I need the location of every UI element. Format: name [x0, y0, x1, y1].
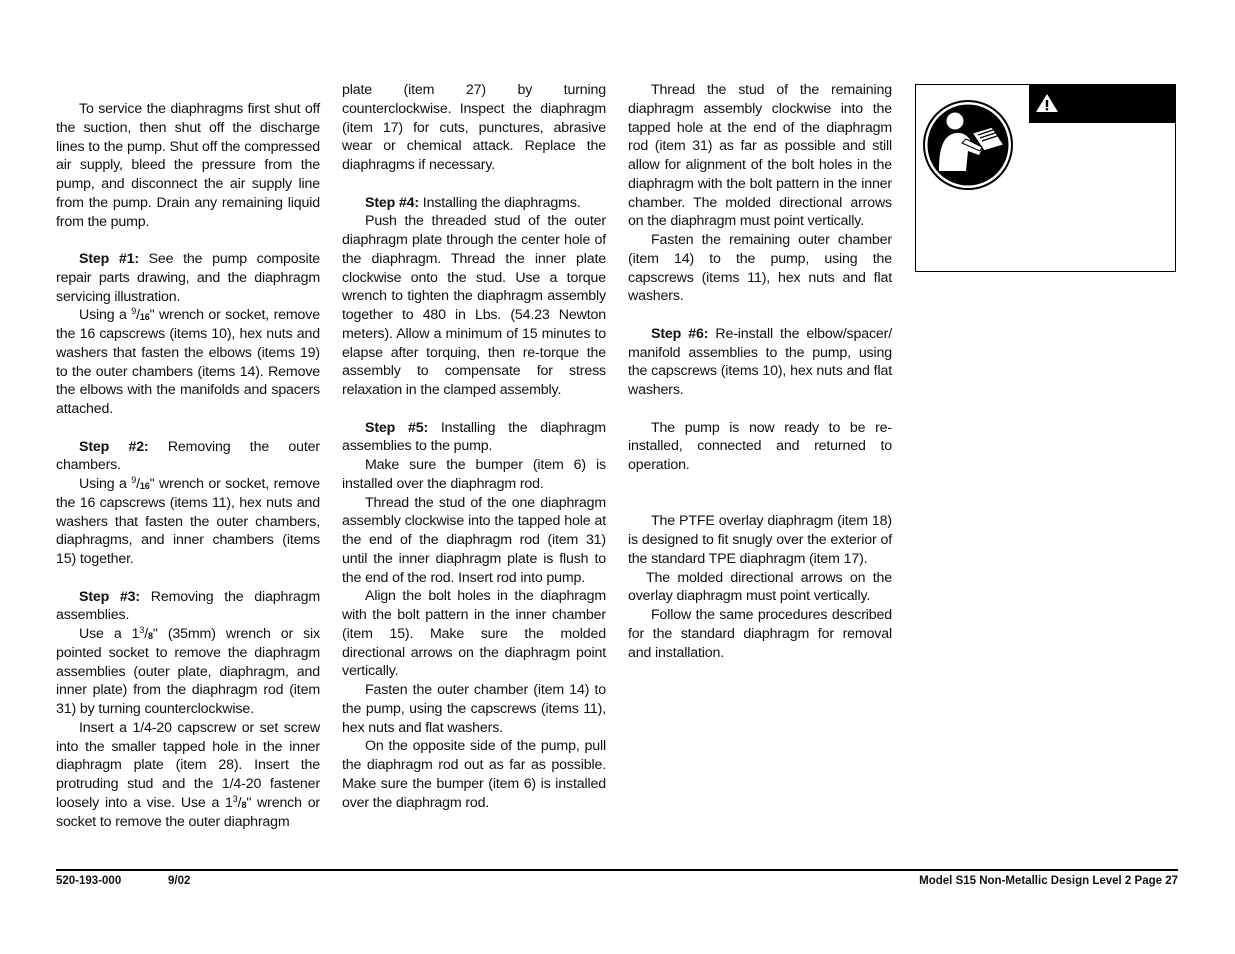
ready-paragraph: The pump is now ready to be re-installed, connected and returned to operation.: [628, 419, 892, 473]
page-label: Model S15 Non-Metallic Design Level 2 Page 27: [919, 875, 1178, 887]
step-3-detail: Use a $1^3/_8$" (35mm) wrench or six pointed socket to remove the diaphragm assemblies (outer plate, diaphragm, and inner plate) from the diaphragm rod (item 31) by turning counterclockwise.: [56, 625, 320, 717]
warning-box: [915, 84, 1176, 272]
step-2-detail: Using a $^9/_{16}$" wrench or socket, remove the 16 capscrews (items 11), hex nuts and washers that fasten the outer chambers, diaphragms, and inner chambers (items 15) together.: [56, 475, 320, 567]
doc-date: 9/02: [168, 875, 191, 887]
step-6-paragraph: Step #6: Re-install the elbow/spacer/ manifold assemblies to the pump, using the capscrews (items 10), hex nuts and flat washers.: [628, 325, 892, 398]
step-5-detail-4: Fasten the outer chamber (item 14) to the pump, using the capscrews (items 11), hex nuts and flat washers.: [342, 682, 606, 736]
step-5-continued-2: Fasten the remaining outer chamber (item 14) to the pump, using the capscrews (items 11), hex nuts and flat washers.: [628, 232, 892, 305]
step-4-paragraph: Step #4: Installing the diaphragms.: [365, 194, 581, 211]
step-2-paragraph: Step #2: Removing the outer chambers.: [56, 438, 320, 474]
step-5-paragraph: Step #5: Installing the diaphragm assemblies to the pump.: [342, 419, 606, 455]
step-2-label: Step #2:: [79, 438, 149, 455]
step-4-label: Step #4:: [365, 194, 419, 211]
column-2: [342, 81, 606, 812]
column-3: [628, 81, 892, 662]
intro-paragraph: To service the diaphragms first shut off the suction, then shut off the discharge lines to the pump. Shut off the compressed air supply, bleed the pressure from the pump, and disconnect the air supply line from the pump. Drain any remaining liquid from the pump.: [56, 101, 320, 230]
column-1: [56, 100, 320, 831]
step-3-detail-2: Insert a 1/4-20 capscrew or set screw into the smaller tapped hole in the inner diaphragm plate (item 28). Insert the protruding stud and the 1/4-20 fastener loosely into a vise. Use a $1^3/_8$" wrench or socket to remove the outer diaphragm: [56, 719, 321, 830]
step-1-label: Step #1:: [79, 251, 139, 267]
step-5-detail-1: Make sure the bumper (item 6) is installed over the diaphragm rod.: [342, 457, 606, 492]
footer-rule: [56, 869, 1178, 871]
step-5-detail-2: Thread the stud of the one diaphragm assembly clockwise into the tapped hole at the end of the diaphragm rod (item 31) until the inner diaphragm plate is flush to the end of the rod. Insert rod into pump.: [342, 494, 606, 586]
step-1-paragraph: Step #1: See the pump composite repair parts drawing, and the diaphragm servicing illustration.: [56, 251, 320, 305]
step-3-label: Step #3:: [79, 588, 140, 605]
read-manual-icon: [922, 99, 1014, 191]
overlay-arrows-paragraph: The molded directional arrows on the overlay diaphragm must point vertically.: [628, 569, 892, 605]
step-3-paragraph: Step #3: Removing the diaphragm assemblies.: [56, 588, 320, 624]
warning-triangle-icon: [1035, 93, 1059, 113]
warning-header-bar: [1029, 85, 1175, 123]
step-5-continued-1: Thread the stud of the remaining diaphragm assembly clockwise into the tapped hole at the end of the diaphragm rod (item 31) as far as possible and still allow for alignment of the bolt holes in the diaphragm with the bolt pattern in the inner chamber. The molded directional arrows on the diaphragm must point vertically.: [628, 82, 892, 230]
step-6-label: Step #6:: [651, 325, 709, 342]
step-1-detail: Using a $^9/_{16}$" wrench or socket, remove the 16 capscrews (items 10), hex nuts and washers that fasten the elbows (items 19) to the outer chambers (items 14). Remove the elbows with the manifolds and spacers attached.: [56, 306, 320, 417]
step-5-detail-5: On the opposite side of the pump, pull the diaphragm rod out as far as possible. Make sure the bumper (item 6) is installed over the diaphragm rod.: [342, 738, 606, 811]
step-4-detail: Push the threaded stud of the outer diaphragm plate through the center hole of the diaphragm. Thread the inner plate clockwise onto the stud. Use a torque wrench to tighten the diaphragm assembly together to 480 in Lbs. (54.23 Newton meters). Allow a minimum of 15 minutes to elapse after torquing, then re-torque the assembly to compensate for stress relaxation in the clamped assembly.: [342, 213, 606, 398]
step-5-label: Step #5:: [365, 419, 429, 436]
step-5-detail-3: Align the bolt holes in the diaphragm with the bolt pattern in the inner chamber (item 15). Make sure the molded directional arrows on the diaphragm point vertically.: [342, 588, 606, 680]
follow-procedures-paragraph: Follow the same procedures described for the standard diaphragm for removal and installation.: [628, 607, 892, 661]
ptfe-paragraph: The PTFE overlay diaphragm (item 18) is designed to fit snugly over the exterior of the standard TPE diaphragm (item 17).: [628, 513, 892, 567]
doc-number: 520-193-000: [56, 875, 122, 887]
continued-paragraph: plate (item 27) by turning counterclockwise. Inspect the diaphragm (item 17) for cuts, punctures, abrasive wear or chemical attack. Replace the diaphragms if necessary.: [342, 82, 606, 173]
